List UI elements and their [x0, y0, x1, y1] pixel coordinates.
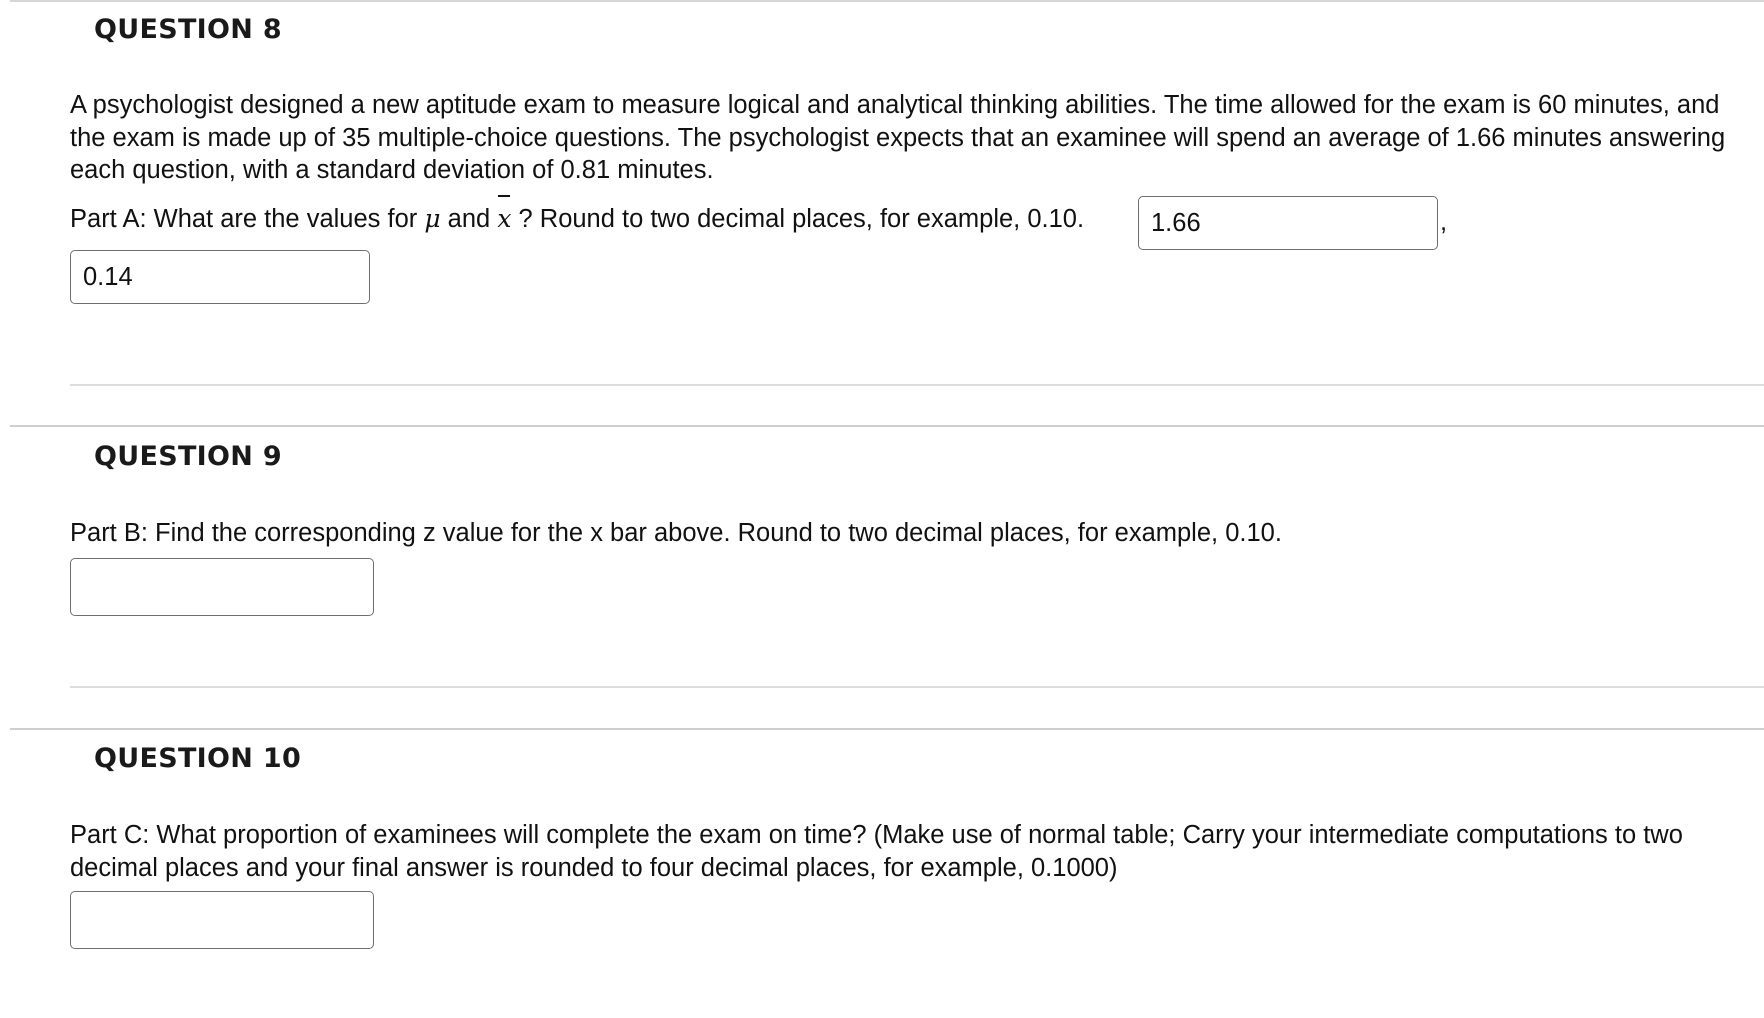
part-c-proportion-input[interactable]: [70, 891, 374, 949]
part-a-prefix: Part A: What are the values for: [70, 205, 425, 233]
part-b-prompt: Part B: Find the corresponding z value for the x bar above. Round to two decimal places, for example, 0.10.: [70, 519, 1282, 547]
question-8-inner-divider: [70, 384, 1764, 386]
x-bar-symbol: [497, 203, 511, 236]
part-b-z-value-input[interactable]: [70, 558, 374, 616]
question-8-title: QUESTION 8: [94, 14, 282, 45]
x-bar-overline: [498, 195, 510, 197]
part-a-prompt: [70, 203, 1140, 236]
question-8-body: A psychologist designed a new aptitude exam to measure logical and analytical thinking abilities. The time allowed for the exam is 60 minutes, and the exam is made up of 35 multiple-choice questions. The psychologist expects that an examinee will spend an average of 1.66 minutes answering each question, with a standard deviation of 0.81 minutes.: [70, 91, 1726, 184]
top-divider: [10, 0, 1764, 2]
question-9-title: QUESTION 9: [94, 441, 282, 472]
part-a-suffix: ? Round to two decimal places, for example, 0.10.: [511, 205, 1085, 233]
question-9-outer-divider: [10, 728, 1764, 730]
answer-separator: ,: [1440, 208, 1448, 236]
question-9-inner-divider: [70, 686, 1764, 688]
part-a-mu-answer-input[interactable]: [1138, 196, 1438, 250]
mu-symbol: μ: [424, 204, 441, 233]
part-c-prompt: Part C: What proportion of examinees will complete the exam on time? (Make use of normal table; Carry your intermediate computations to two decimal places and your final answer is rounded to four decimal places, for example, 0.1000): [70, 821, 1683, 882]
question-10-title: QUESTION 10: [94, 743, 302, 774]
question-8-outer-divider: [10, 425, 1764, 427]
part-a-xbar-answer-input[interactable]: [70, 250, 370, 304]
x-symbol: x: [497, 204, 512, 233]
part-a-and: and: [440, 205, 498, 233]
